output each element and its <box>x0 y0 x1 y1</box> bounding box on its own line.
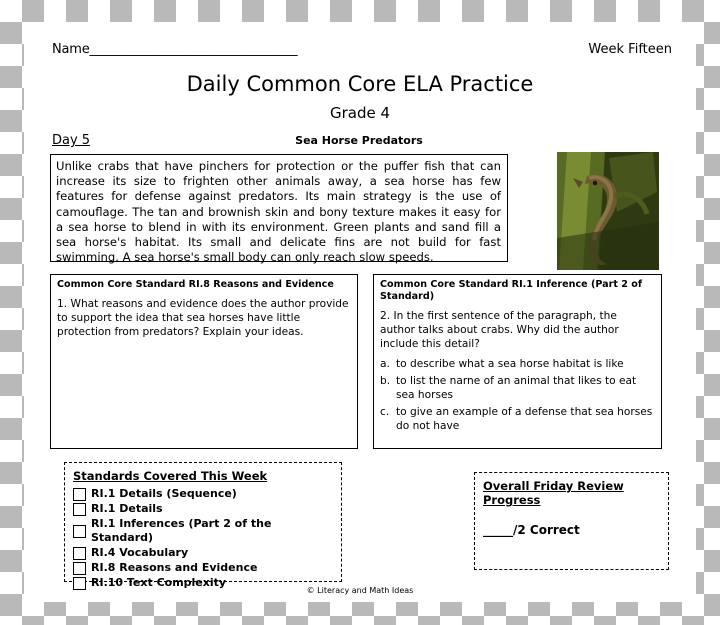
questions-row <box>50 274 662 449</box>
passage-box <box>50 154 508 265</box>
standards-covered-title: Standards Covered This Week <box>73 469 268 483</box>
friday-review-box <box>474 472 669 570</box>
standard-item-2-label: RI.1 Inferences (Part 2 of the Standard) <box>91 517 272 544</box>
footer-credit: © Literacy and Math Ideas <box>306 586 414 595</box>
choice-b-letter: b. <box>380 375 391 387</box>
checkbox-icon[interactable] <box>73 503 86 516</box>
day-label: Day 5 <box>52 133 91 148</box>
question-2-box <box>373 274 662 449</box>
standard-item-0[interactable] <box>73 487 333 501</box>
passage-title: Sea Horse Predators <box>295 134 423 147</box>
question-1-standard: Common Core Standard RI.8 Reasons and Evidence <box>57 279 334 290</box>
sea-horse-photo <box>557 152 659 270</box>
page-inner <box>24 22 696 602</box>
checkbox-icon[interactable] <box>73 488 86 501</box>
sea-horse-photo-image <box>557 152 659 270</box>
choice-c[interactable] <box>380 405 655 433</box>
checkbox-icon[interactable] <box>73 525 86 538</box>
standard-item-5-label: RI.10 Text Complexity <box>91 576 227 589</box>
checkbox-icon[interactable] <box>73 562 86 575</box>
standard-item-1-label: RI.1 Details <box>91 502 163 515</box>
question-2-text: 2. In the first sentence of the paragraph, the author talks about crabs. Why did the author include this detail? <box>380 310 619 350</box>
standard-item-1[interactable] <box>73 502 333 516</box>
standard-item-4-label: RI.8 Reasons and Evidence <box>91 561 258 574</box>
grade-label: Grade 4 <box>329 104 391 122</box>
page-title: Daily Common Core ELA Practice <box>186 72 534 96</box>
standard-item-3-label: RI.4 Vocabulary <box>91 546 189 559</box>
question-1-text: 1. What reasons and evidence does the author provide to support the idea that sea horses have little protection from predators? Explain your ideas. <box>57 298 349 338</box>
worksheet-sheet <box>34 30 686 594</box>
choice-a[interactable] <box>380 357 655 371</box>
question-2-standard: Common Core Standard RI.1 Inference (Part 2 of Standard) <box>380 279 643 302</box>
standards-covered-box <box>64 462 342 589</box>
standard-item-0-label: RI.1 Details (Sequence) <box>91 487 237 500</box>
checkbox-icon[interactable] <box>73 547 86 560</box>
choice-a-letter: a. <box>380 358 390 370</box>
standard-item-2[interactable] <box>73 517 333 545</box>
week-label: Week Fifteen <box>588 42 672 57</box>
choice-b[interactable] <box>380 374 655 402</box>
standard-item-3[interactable] <box>73 546 333 560</box>
choice-c-letter: c. <box>380 406 390 418</box>
choice-a-text: to describe what a sea horse habitat is like <box>396 358 624 370</box>
name-week-row <box>52 42 672 57</box>
choice-b-text: to list the narne of an animal that likes to eat sea horses <box>396 375 637 401</box>
friday-review-title: Overall Friday Review Progress <box>483 479 624 507</box>
choice-c-text: to give an example of a defense that sea horses do not have <box>396 406 653 432</box>
question-2-choices <box>380 357 655 433</box>
question-1-box <box>50 274 358 449</box>
name-field-label[interactable]: Name_________________________________ <box>52 42 298 57</box>
standard-item-4[interactable] <box>73 561 333 575</box>
passage-text: Unlike crabs that have pinchers for protection or the puffer fish that can increase its size to frighten other animals away, a sea horse has few features for defense against predators. Its main strategy is the use of camouflage. The tan and brownish skin and bony texture makes it easy for a sea horse to blend in with its environment. Green plants and sand fill a sea horse's habitat. Its small and delicate fins are not build for fast swimming. A sea horse's small body can only reach slow speeds. <box>56 159 501 265</box>
friday-review-score-field[interactable]: _____/2 Correct <box>483 523 580 537</box>
